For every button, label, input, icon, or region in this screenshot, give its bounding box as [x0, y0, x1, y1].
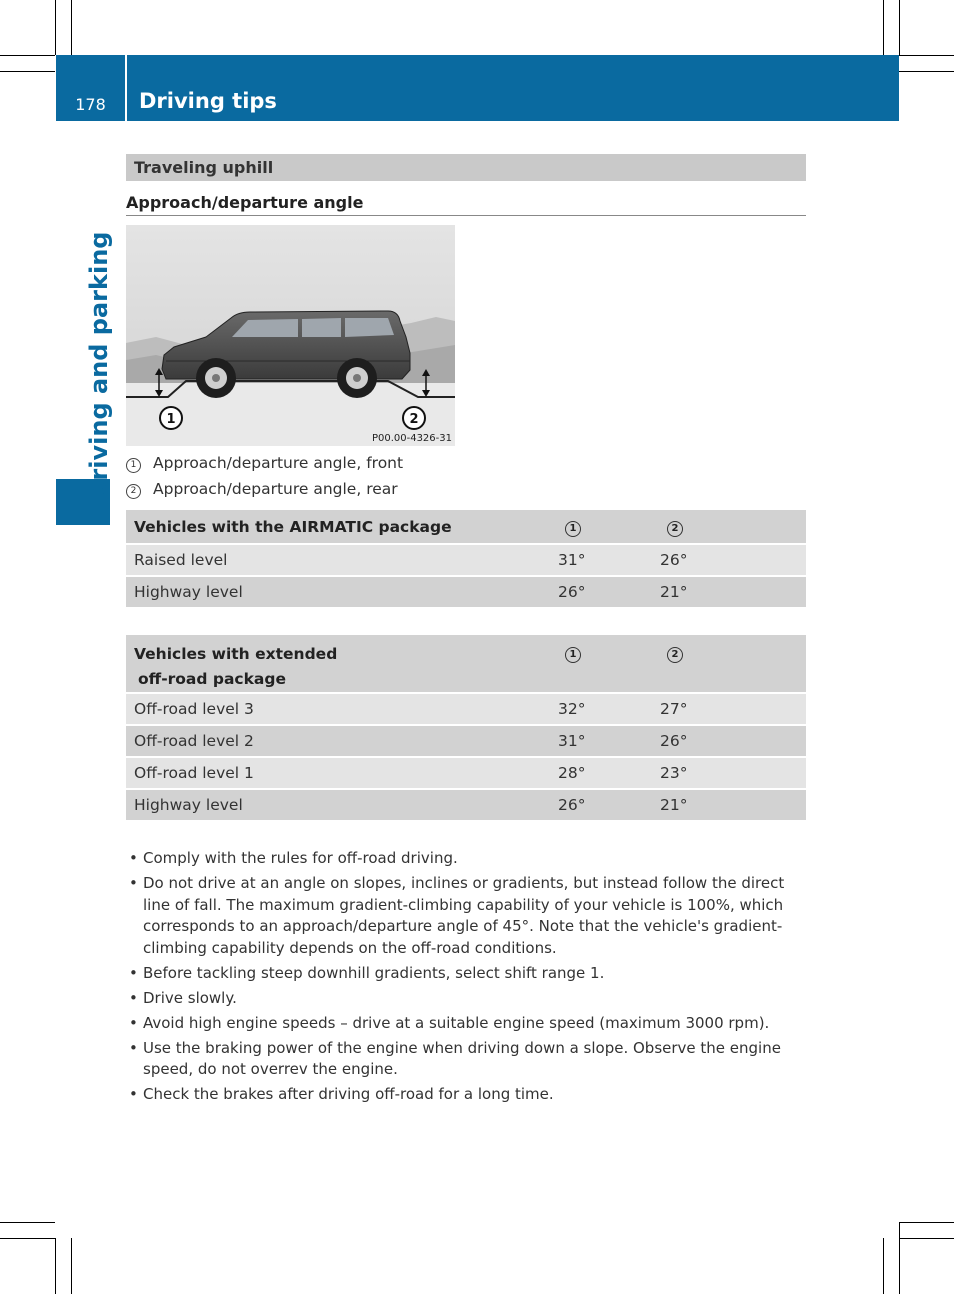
- safety-tips-list: [126, 848, 808, 1109]
- table-header-cell: Vehicles with the AIRMATIC package: [134, 517, 452, 536]
- front-angle-marker: 1: [565, 647, 581, 663]
- crop-mark: [71, 1238, 72, 1294]
- crop-mark: [0, 71, 55, 72]
- figure-marker-1: 1: [166, 412, 176, 427]
- crop-mark: [0, 1222, 55, 1223]
- offroad-angle-table: [126, 635, 806, 822]
- table-header-line: Vehicles with extended: [134, 645, 338, 663]
- table-cell-front: 32°: [558, 700, 586, 718]
- crop-mark: [899, 55, 954, 56]
- table-cell-front: 31°: [558, 732, 586, 750]
- table-cell-rear: 21°: [660, 796, 688, 814]
- crop-mark: [899, 1222, 900, 1294]
- legend-item: [126, 454, 403, 473]
- crop-mark: [55, 0, 56, 55]
- section-heading-bar: [126, 154, 806, 181]
- page-number: 178: [75, 95, 106, 114]
- legend-text: Approach/departure angle, front: [153, 454, 404, 472]
- table-header-cell: [550, 635, 652, 693]
- legend-marker: 1: [126, 458, 141, 473]
- table-header-line: off-road package: [138, 670, 286, 688]
- crop-mark: [899, 71, 954, 72]
- table-row: [126, 757, 806, 789]
- vehicle-angle-illustration: [126, 225, 455, 446]
- legend-marker: 2: [126, 484, 141, 499]
- list-item: • Drive slowly.: [126, 988, 808, 1010]
- crop-mark: [899, 1238, 954, 1239]
- header-divider: [125, 55, 127, 121]
- rear-angle-marker: 2: [667, 647, 683, 663]
- table-header-cell: [550, 510, 652, 544]
- list-item: • Comply with the rules for off-road driving.: [126, 848, 808, 870]
- crop-mark: [55, 1238, 56, 1294]
- table-cell-front: 31°: [558, 551, 586, 569]
- crop-mark: [0, 1238, 55, 1239]
- crop-mark: [0, 55, 55, 56]
- table-cell-rear: 26°: [660, 732, 688, 750]
- front-angle-marker: 1: [565, 521, 581, 537]
- figure-code: P00.00-4326-31: [371, 433, 452, 444]
- table-header-cell: [126, 635, 550, 693]
- page-title: Driving tips: [139, 89, 277, 113]
- table-row: [126, 789, 806, 821]
- table-cell-rear: 26°: [660, 551, 688, 569]
- list-item: • Before tackling steep downhill gradients, select shift range 1.: [126, 963, 808, 985]
- list-item: • Use the braking power of the engine when driving down a slope. Observe the engine speed, do not overrev the engine.: [126, 1038, 808, 1081]
- table-header-row: [126, 635, 806, 693]
- subheading: Approach/departure angle: [126, 193, 364, 212]
- table-cell-label: Off-road level 3: [134, 700, 254, 718]
- table-cell-label: Raised level: [134, 551, 228, 569]
- table-cell-label: Highway level: [134, 583, 243, 601]
- table-cell-front: 26°: [558, 796, 586, 814]
- table-row: [126, 693, 806, 725]
- table-cell-rear: 23°: [660, 764, 688, 782]
- list-item: • Avoid high engine speeds – drive at a suitable engine speed (maximum 3000 rpm).: [126, 1013, 808, 1035]
- table-row: [126, 544, 806, 576]
- crop-mark: [899, 0, 900, 55]
- figure-marker-2: 2: [409, 412, 419, 427]
- table-cell-label: Off-road level 2: [134, 732, 254, 750]
- chapter-title: Driving and parking: [85, 231, 113, 501]
- table-cell-label: Highway level: [134, 796, 243, 814]
- table-cell-rear: 27°: [660, 700, 688, 718]
- crop-mark: [899, 1222, 954, 1223]
- table-header-row: [126, 510, 806, 544]
- rear-angle-marker: 2: [667, 521, 683, 537]
- airmatic-angle-table: [126, 510, 806, 609]
- table-cell-rear: 21°: [660, 583, 688, 601]
- table-row: [126, 725, 806, 757]
- table-header-cell: [652, 510, 806, 544]
- table-header-cell: [652, 635, 806, 693]
- table-cell-front: 28°: [558, 764, 586, 782]
- table-cell-label: Off-road level 1: [134, 764, 254, 782]
- subheading-rule: [126, 215, 806, 216]
- table-cell-front: 26°: [558, 583, 586, 601]
- legend-item: [126, 480, 398, 499]
- section-title: Traveling uphill: [134, 158, 274, 177]
- list-item: • Check the brakes after driving off-road for a long time.: [126, 1084, 808, 1106]
- list-item: • Do not drive at an angle on slopes, inclines or gradients, but instead follow the direct line of fall. The maximum gradient-climbing capability of your vehicle is 100%, which corresponds to an approach/departure angle of 45°. Note that the vehicle's gradient-climbing capability depends on the off-road conditions.: [126, 873, 808, 959]
- crop-mark: [883, 1238, 884, 1294]
- table-row: [126, 576, 806, 608]
- legend-text: Approach/departure angle, rear: [153, 480, 398, 498]
- crop-mark: [883, 0, 884, 55]
- crop-mark: [71, 0, 72, 55]
